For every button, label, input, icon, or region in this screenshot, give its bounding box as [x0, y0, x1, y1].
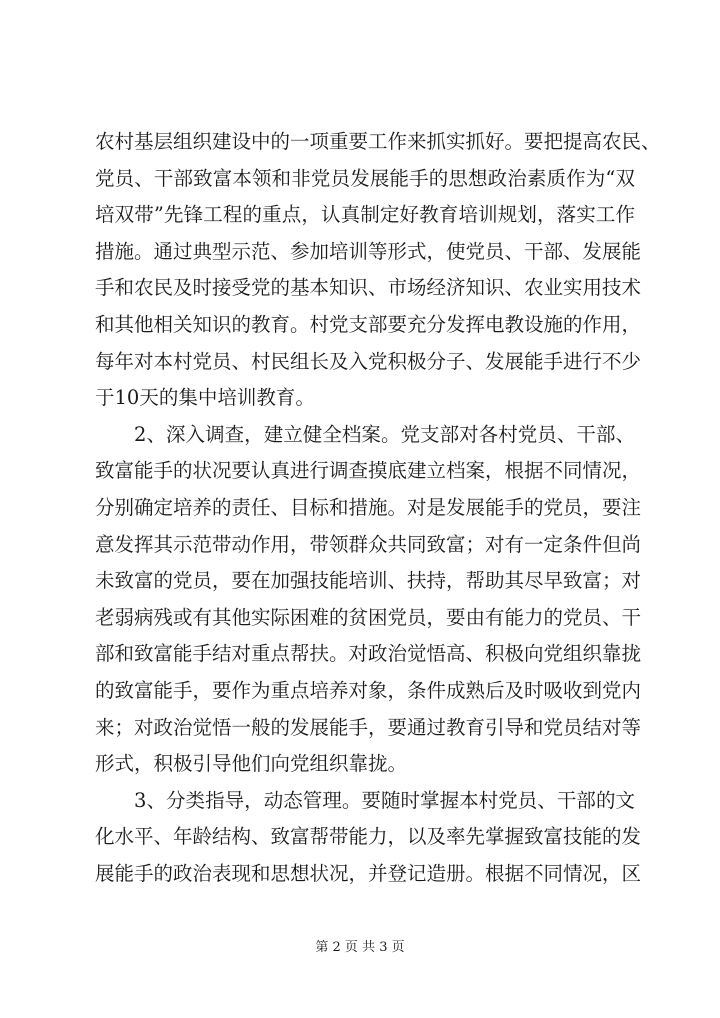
- text-line: 于10天的集中培训教育。: [95, 386, 315, 410]
- text-line: 部和致富能手结对重点帮扶。对政治觉悟高、积极向党组织靠拢: [95, 642, 642, 666]
- paragraph-2: [95, 417, 642, 783]
- paragraph-3: [95, 783, 642, 893]
- text-line: 形式，积极引导他们向党组织靠拢。: [95, 752, 408, 776]
- document-body: [95, 124, 661, 892]
- paragraph-1: [95, 124, 661, 417]
- text-line: 手和农民及时接受党的基本知识、市场经济知识、农业实用技术: [95, 276, 642, 300]
- text-line: 老弱病残或有其他实际困难的贫困党员，要由有能力的党员、干: [95, 605, 642, 629]
- text-line: 党员、干部致富本领和非党员发展能手的思想政治素质作为“双: [95, 166, 635, 190]
- text-line: 意发挥其示范带动作用，带领群众共同致富；对有一定条件但尚: [95, 532, 642, 556]
- text-line: 培双带”先锋工程的重点，认真制定好教育培训规划，落实工作: [95, 203, 635, 227]
- text-line: 措施。通过典型示范、参加培训等形式，使党员、干部、发展能: [95, 239, 642, 263]
- text-line: 农村基层组织建设中的一项重要工作来抓实抓好。要把提高农民、: [95, 130, 661, 153]
- text-line: 致富能手的状况要认真进行调查摸底建立档案，根据不同情况，: [95, 459, 642, 483]
- text-line: 3、分类指导，动态管理。要随时掌握本村党员、干部的文: [134, 788, 635, 812]
- text-line: 2、深入调查，建立健全档案。党支部对各村党员、干部、: [134, 422, 635, 446]
- text-line: 化水平、年龄结构、致富帮带能力，以及率先掌握致富技能的发: [95, 825, 642, 849]
- text-line: 来；对政治觉悟一般的发展能手，要通过教育引导和党员结对等: [95, 715, 642, 739]
- text-line: 分别确定培养的责任、目标和措施。对是发展能手的党员，要注: [95, 495, 642, 519]
- text-line: 每年对本村党员、村民组长及入党积极分子、发展能手进行不少: [95, 349, 642, 373]
- text-line: 的致富能手，要作为重点培养对象，条件成熟后及时吸收到党内: [95, 678, 642, 702]
- text-line: 和其他相关知识的教育。村党支部要充分发挥电教设施的作用，: [95, 312, 642, 336]
- text-line: 展能手的政治表现和思想状况，并登记造册。根据不同情况，区: [95, 861, 642, 885]
- page-number-footer: 第 2 页 共 3 页: [315, 940, 405, 955]
- text-line: 未致富的党员，要在加强技能培训、扶持，帮助其尽早致富；对: [95, 569, 642, 593]
